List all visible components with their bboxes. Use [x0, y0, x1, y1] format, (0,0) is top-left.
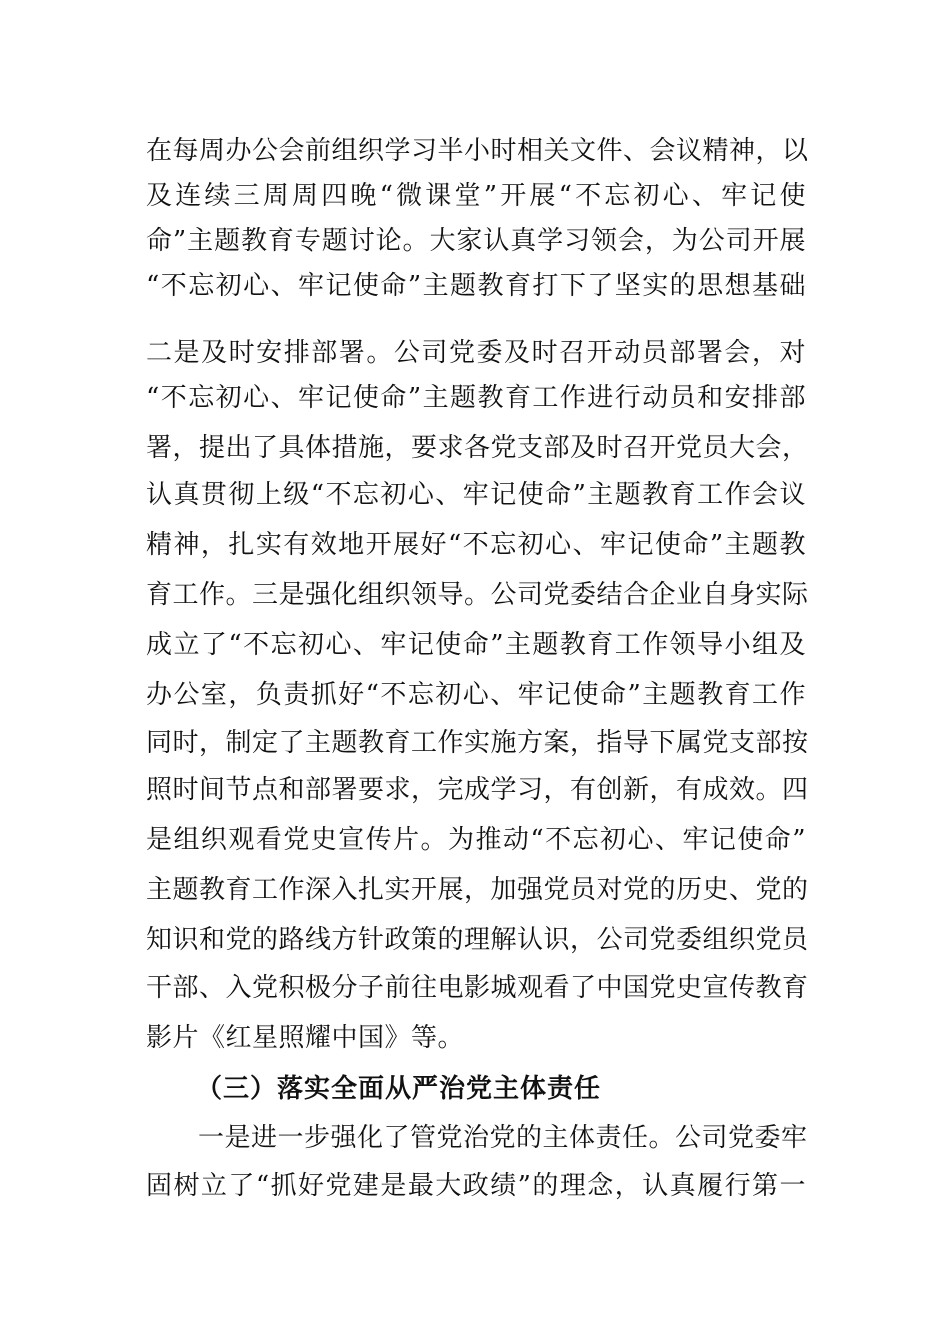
body-text-line: 知识和党的路线方针政策的理解认识，公司党委组织党员: [146, 925, 809, 955]
body-text-line: 一是进一步强化了管党治党的主体责任。公司党委牢: [198, 1123, 808, 1153]
body-text-line: 命”主题教育专题讨论。大家认真学习领会，为公司开展: [146, 226, 806, 256]
body-text-line: “不忘初心、牢记使命”主题教育打下了坚实的思想基础: [146, 271, 806, 301]
body-text-line: 二是及时安排部署。公司党委及时召开动员部署会，对: [146, 338, 806, 368]
body-text-line: 影片《红星照耀中国》等。: [146, 1023, 465, 1053]
body-text-line: 主题教育工作深入扎实开展，加强党员对党的历史、党的: [146, 875, 809, 905]
body-text-line: 照时间节点和部署要求，完成学习，有创新，有成效。四: [146, 775, 809, 805]
section-heading: （三）落实全面从严治党主体责任: [196, 1074, 602, 1104]
body-text-line: “不忘初心、牢记使命”主题教育工作进行动员和安排部: [146, 383, 806, 413]
body-text-line: 干部、入党积极分子前往电影城观看了中国党史宣传教育: [146, 973, 809, 1003]
body-text-line: 署，提出了具体措施，要求各党支部及时召开党员大会，: [146, 433, 809, 463]
body-text-line: 认真贯彻上级“不忘初心、牢记使命”主题教育工作会议: [146, 480, 806, 510]
body-text-line: 成立了“不忘初心、牢记使命”主题教育工作领导小组及: [146, 630, 806, 660]
body-text-line: 育工作。三是强化组织领导。公司党委结合企业自身实际: [146, 580, 809, 610]
body-text-line: 精神，扎实有效地开展好“不忘初心、牢记使命”主题教: [146, 530, 806, 560]
body-text-line: 在每周办公会前组织学习半小时相关文件、会议精神，以: [146, 136, 809, 166]
body-text-line: 及连续三周周四晚“微课堂”开展“不忘初心、牢记使: [146, 181, 806, 211]
body-text-line: 同时，制定了主题教育工作实施方案，指导下属党支部按: [146, 728, 809, 758]
body-text-line: 办公室，负责抓好“不忘初心、牢记使命”主题教育工作: [146, 680, 806, 710]
body-text-line: 是组织观看党史宣传片。为推动“不忘初心、牢记使命”: [146, 825, 806, 855]
body-text-line: 固树立了“抓好党建是最大政绩”的理念，认真履行第一: [146, 1171, 806, 1201]
